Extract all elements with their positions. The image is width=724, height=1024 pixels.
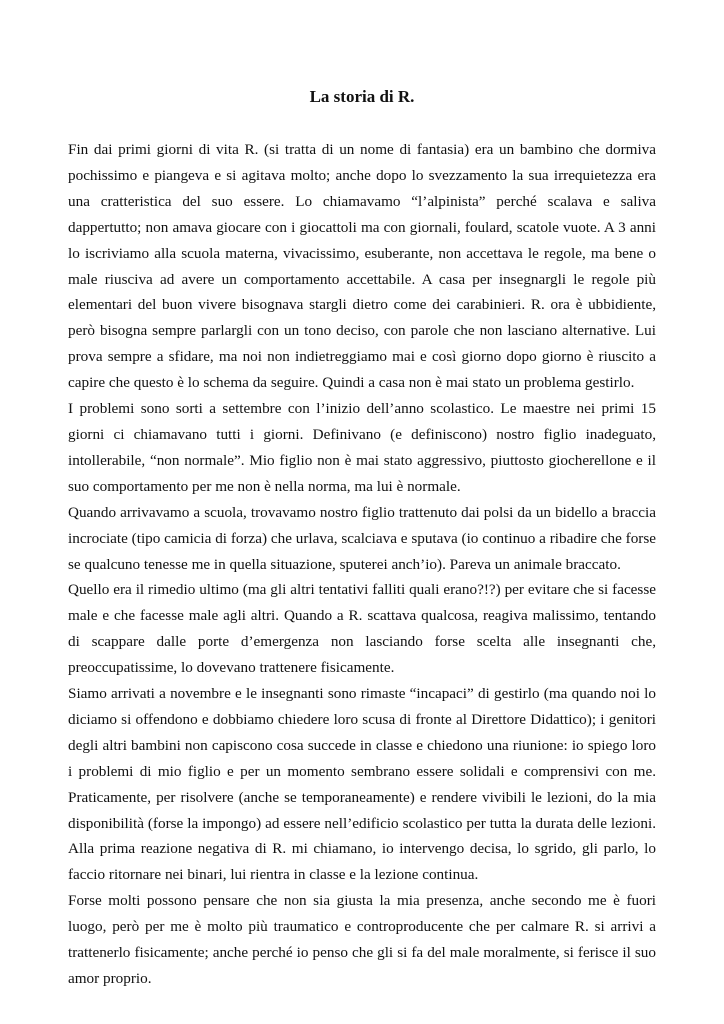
document-title: La storia di R. (309, 87, 415, 106)
paragraph: Fin dai primi giorni di vita R. (si tratta di un nome di fantasia) era un bambino che dormiva pochissimo e piangeva e si agitava molto; anche dopo lo svezzamento la sua irrequietezza era una cratteristica del suo essere. Lo chiamavamo “l’alpinista” perché scalava e saliva dappertutto; non amava giocare con i giocattoli ma con giornali, foulard, scatole vuote. A 3 anni lo iscriviamo alla scuola materna, vivacissimo, esuberante, non accettava le regole, ma bene o male riusciva ad avere un comportamento accettabile. A casa per insegnargli le regole più elementari del buon vivere bisognava stargli dietro come dei carabinieri. R. ora è ubbidiente, però bisogna sempre parlargli con un tono deciso, con parole che non lasciano alternative. Lui prova sempre a sfidare, ma noi non indietreggiamo mai e così giorno dopo giorno è riuscito a capire che questo è lo schema da seguire. Quindi a casa non è mai stato un problema gestirlo. (68, 141, 656, 392)
paragraph: Siamo arrivati a novembre e le insegnanti sono rimaste “incapaci” di gestirlo (ma quando noi lo diciamo si offendono e dobbiamo chiedere loro scusa di fronte al Direttore Didattico); i genitori degli altri bambini non capiscono cosa succede in classe e chiedono una riunione: io spiego loro i problemi di mio figlio e per un momento sembrano essere solidali e comprensivi con me. Praticamente, per risolvere (anche se temporaneamente) e rendere vivibili le lezioni, do la mia disponibilità (forse la impongo) ad essere nell’edificio scolastico per tutta la durata delle lezioni. Alla prima reazione negativa di R. mi chiamano, io intervengo decisa, lo sgrido, gli parlo, lo faccio ritornare nei binari, lui rientra in classe e la lezione continua. (68, 685, 656, 884)
paragraph: I problemi sono sorti a settembre con l’inizio dell’anno scolastico. Le maestre nei primi 15 giorni ci chiamavano tutti i giorni. Definivano (e definiscono) nostro figlio inadeguato, intollerabile, “non normale”. Mio figlio non è mai stato aggressivo, piuttosto giocherellone e il suo comportamento per me non è nella norma, ma lui è normale. (68, 400, 656, 495)
document-body (68, 137, 656, 992)
paragraph: Quello era il rimedio ultimo (ma gli altri tentativi falliti quali erano?!?) per evitare che si facesse male e che facesse male agli altri. Quando a R. scattava qualcosa, reagiva malissimo, tentando di scappare dalle porte d’emergenza non lasciando forse scelta alle insegnanti che, preoccupatissime, lo dovevano trattenere fisicamente. (68, 581, 656, 677)
paragraph: Forse molti possono pensare che non sia giusta la mia presenza, anche secondo me è fuori luogo, però per me è molto più traumatico e controproducente che per calmare R. si arrivi a trattenerlo fisicamente; anche perché io penso che gli si fa del male moralmente, si ferisce il suo amor proprio. (68, 892, 656, 987)
paragraph: Quando arrivavamo a scuola, trovavamo nostro figlio trattenuto dai polsi da un bidello a braccia incrociate (tipo camicia di forza) che urlava, scalciava e sputava (io continuo a ribadire che forse se qualcuno tenesse me in quella situazione, sputerei anch’io). Pareva un animale braccato. (68, 503, 656, 573)
